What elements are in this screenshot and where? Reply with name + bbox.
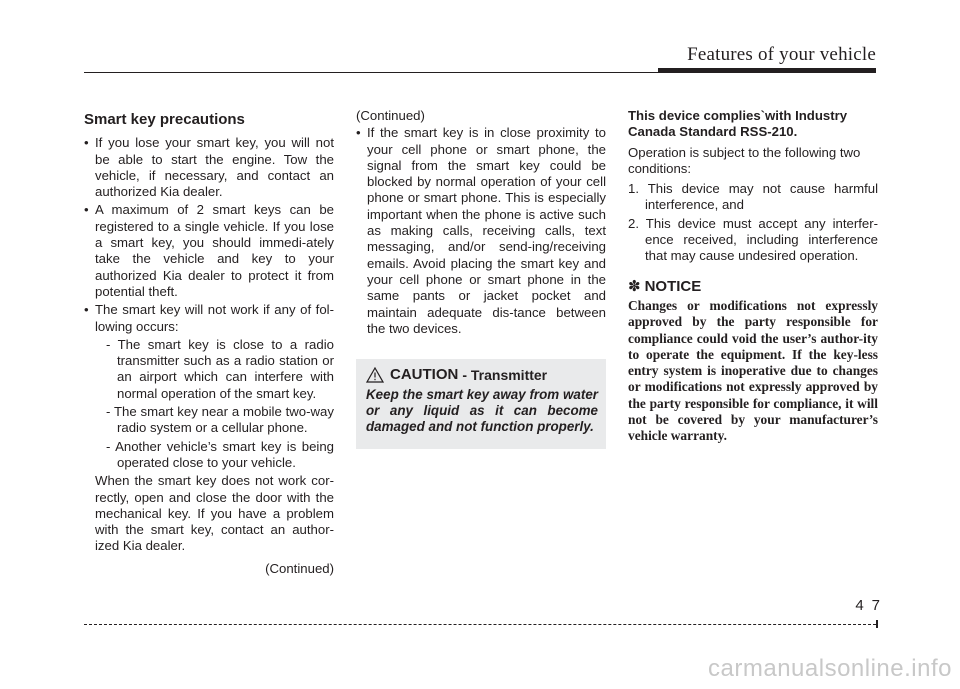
notice-header (628, 279, 878, 295)
compliance-statement: This device complies`with Industry Canada Standard RSS-210. (628, 108, 848, 140)
caution-text: Keep the smart key away from water or any liquid as it can become damaged and not function properly. (366, 387, 598, 435)
page-number: 47 (855, 597, 888, 614)
notice-star-icon: ✽ (628, 277, 641, 295)
header-rule-accent (658, 68, 876, 73)
dash-item: - Another vehicle’s smart key is being operated close to your vehicle. (106, 438, 334, 470)
proximity-list (356, 125, 606, 337)
continued-label: (Continued) (265, 560, 334, 576)
caution-header (366, 367, 598, 383)
conditions-list (628, 181, 878, 264)
condition-item: 1. This device may not cause harmful interference, and (628, 181, 878, 213)
caution-label: CAUTION (390, 366, 459, 384)
footer-rule (84, 624, 876, 625)
footer-rule-accent (876, 620, 878, 628)
caution-subtitle: - Transmitter (462, 367, 548, 384)
bullet-text: The smart key will not work if any of fol-lowing occurs: (95, 302, 334, 334)
bullet-item: • A maximum of 2 smart keys can be registered to a single vehicle. If you lose a smart key, you should immedi-ately take the vehicle and key to your authorized Kia dealer to protect it from potential theft. (84, 202, 334, 300)
column-smart-key-precautions (84, 108, 334, 577)
notice-label: NOTICE (644, 277, 702, 295)
page-header-title: Features of your vehicle (687, 44, 876, 65)
section-heading: Smart key precautions (84, 111, 245, 128)
caution-box (356, 359, 606, 449)
notice-text: Changes or modifications not expressly approved by the party responsible for compliance could void the user’s author-ity to operate the equipment. If the key-less entry system is inoperative due to changes or modifications not expressly approved by the party responsible for compliance, it will not be covered by your manufacturer’s vehicle warranty. (628, 297, 878, 444)
warning-triangle-icon (366, 367, 384, 383)
watermark: carmanualsonline.info (708, 655, 952, 682)
bullet-item: • If you lose your smart key, you will not be able to start the engine. Tow the vehicle, if necessary, and contact an authorized Kia dealer. (84, 135, 334, 200)
column-compliance (628, 108, 878, 445)
interference-list (95, 337, 334, 471)
condition-item: 2. This device must accept any interfer-ence received, including interference that may cause undesired operation. (628, 215, 878, 264)
dash-item: - The smart key near a mobile two-way radio system or a cellular phone. (106, 404, 334, 436)
bullet-item (84, 302, 334, 471)
mechanical-key-paragraph: When the smart key does not work cor-rectly, open and close the door with the mechanical key. If you have a problem with the smart key, contact an author-ized Kia dealer. (95, 473, 334, 554)
dash-item: - The smart key is close to a radio transmitter such as a radio station or an airport which can interfere with normal operation of the smart key. (106, 336, 334, 401)
bullet-item: • If the smart key is in close proximity to your cell phone or smart phone, the signal from the smart key could be blocked by normal operation of your cell phone or smart phone. This is especially important when the phone is active such as making calls, receiving calls, text messaging, and/or send-ing/receiving emails. Avoid placing the smart key and your cell phone or smart phone in the same pants or jacket pocket and maintain adequate dis-tance between the two devices. (356, 125, 606, 337)
column-continued (356, 108, 606, 449)
conditions-intro: Operation is subject to the following two conditions: (628, 144, 861, 176)
precautions-list (84, 135, 334, 471)
continued-label: (Continued) (356, 108, 425, 123)
